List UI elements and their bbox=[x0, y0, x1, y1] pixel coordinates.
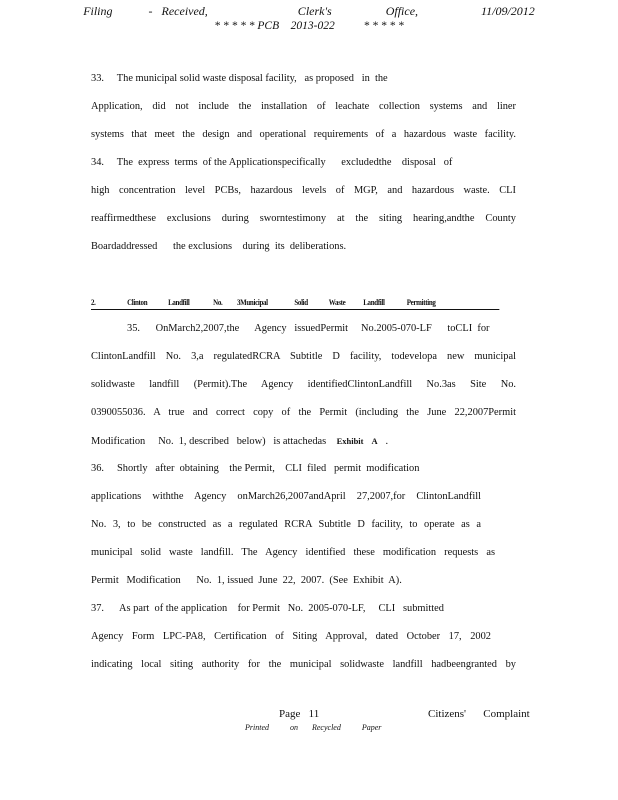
heading-word-4: 3Municipal bbox=[236, 297, 268, 307]
para-36-line-3: No. 3, to be constructed as a regulated RCRA Subtitle D facility, to operate as a bbox=[91, 519, 481, 530]
para-35-line-5 bbox=[91, 434, 516, 449]
para-36-line-2: applications withthe Agency onMarch26,2007andApril 27,2007,for ClintonLandfill bbox=[91, 491, 481, 502]
footer-document-title: Citizens' Complaint bbox=[428, 708, 530, 720]
section-number: 2. bbox=[91, 297, 96, 307]
heading-word-1: Clinton bbox=[127, 297, 148, 307]
para-35-line-4: 0390055036. A true and correct copy of the Permit (including the June 22,2007Permit bbox=[91, 407, 516, 418]
exhibit-period: . bbox=[385, 436, 389, 447]
heading-word-5: Solid bbox=[294, 297, 308, 307]
para-33-line-2: Application, did not include the installation of leachate collection systems and liner bbox=[91, 101, 516, 112]
para-36-line-1: 36. Shortly after obtaining the Permit, CLI filed permit modification bbox=[91, 463, 420, 474]
heading-word-8: Permitting bbox=[406, 297, 436, 307]
footer-page-number: Page 11 bbox=[279, 708, 320, 720]
para-34-line-3: reaffirmedthese exclusions during sworntestimony at the siting hearing,andthe County bbox=[91, 213, 516, 224]
para-36-line-4: municipal solid waste landfill. The Agency identified these modification requests as bbox=[91, 547, 495, 558]
para-37-line-2: Agency Form LPC-PA8, Certification of Siting Approval, dated October 17, 2002 bbox=[91, 631, 491, 642]
para-36-line-5: Permit Modification No. 1, issued June 22, 2007. (See Exhibit A). bbox=[91, 575, 402, 586]
para-33-line-3: systems that meet the design and operational requirements of a hazardous waste facility. bbox=[91, 129, 516, 140]
para-35-line-1: 35. OnMarch2,2007,the Agency issuedPermit No.2005-070-LF toCLI for bbox=[127, 323, 490, 334]
para-37-line-3: indicating local siting authority for the municipal solidwaste landfill hadbeengranted by bbox=[91, 659, 516, 670]
para-34-line-2: high concentration level PCBs, hazardous levels of MGP, and hazardous waste. CLI bbox=[91, 185, 516, 196]
para-35-line-2: ClintonLandfill No. 3,a regulatedRCRA Subtitle D facility, todevelopa new municipal bbox=[91, 351, 516, 362]
para-34-line-4: Boardaddressed the exclusions during its deliberations. bbox=[91, 241, 347, 252]
heading-word-2: Landfill bbox=[168, 297, 190, 307]
heading-word-3: No. bbox=[213, 297, 223, 307]
filing-header-line: Filing - Received, Clerk's Office, 11/09/2012 bbox=[83, 4, 535, 18]
footer-printed-on-recycled: Printed on Recycled Paper bbox=[245, 723, 382, 732]
section-heading-clinton-landfill bbox=[91, 296, 499, 310]
exhibit-a-label: Exhibit A bbox=[336, 436, 378, 446]
para-33-line-1: 33. The municipal solid waste disposal facility, as proposed in the bbox=[91, 73, 388, 84]
heading-word-7: Landfill bbox=[363, 297, 385, 307]
para-34-line-1: 34. The express terms of the Applicationspecifically excludedthe disposal of bbox=[91, 157, 453, 168]
para-35-line-3: solidwaste landfill (Permit).The Agency identifiedClintonLandfill No.3as Site No. bbox=[91, 379, 516, 390]
para-35-line-5-text: Modification No. 1, described below) is attachedas bbox=[91, 436, 327, 447]
para-37-line-1: 37. As part of the application for Permit No. 2005-070-LF, CLI submitted bbox=[91, 603, 444, 614]
pcb-case-header-line: * * * * * PCB 2013-022 * * * * * bbox=[214, 20, 404, 32]
heading-word-6: Waste bbox=[328, 297, 346, 307]
